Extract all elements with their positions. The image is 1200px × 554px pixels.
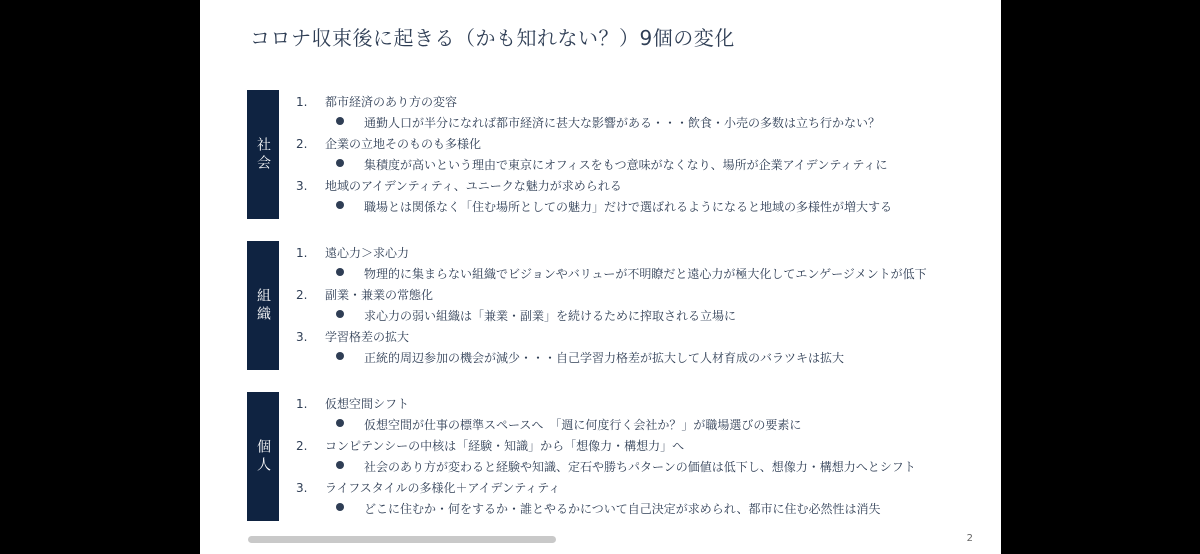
- bullet-icon: [336, 117, 344, 125]
- item-number: 3.: [296, 481, 308, 495]
- bullet-icon: [336, 201, 344, 209]
- list-item: [296, 243, 996, 285]
- item-heading: 副業・兼業の常態化: [325, 288, 434, 302]
- bullet-icon: [336, 159, 344, 167]
- list-item: [296, 327, 996, 369]
- item-heading: 都市経済のあり方の変容: [325, 95, 458, 109]
- item-detail: 通勤人口が半分になれば都市経済に甚大な影響がある・・・飲食・小売の多数は立ち行かない？: [364, 116, 881, 130]
- item-detail: 物理的に集まらない組織でビジョンやバリューが不明瞭だと遠心力が極大化してエンゲージメントが低下: [364, 267, 927, 281]
- horizontal-scrollbar[interactable]: [248, 536, 556, 543]
- item-detail: 求心力の弱い組織は「兼業・副業」を続けるために搾取される立場に: [364, 309, 737, 323]
- item-heading: 地域のアイデンティティ、ユニークな魅力が求められる: [325, 179, 622, 193]
- item-number: 2.: [296, 439, 308, 453]
- item-heading: 遠心力＞求心力: [325, 246, 410, 260]
- section-list-individual: [296, 394, 996, 520]
- item-detail: 集積度が高いという理由で東京にオフィスをもつ意味がなくなり、場所が企業アイデンティティに: [364, 158, 888, 172]
- bullet-icon: [336, 310, 344, 318]
- item-detail: 仮想空間が仕事の標準スペースへ 「週に何度行く会社か？」が職場選びの要素に: [364, 418, 802, 432]
- list-item: [296, 134, 996, 176]
- list-item: [296, 436, 996, 478]
- item-heading: コンピテンシーの中核は「経験・知識」から「想像力・構想力」へ: [325, 439, 685, 453]
- item-number: 2.: [296, 288, 308, 302]
- item-detail: 社会のあり方が変わると経験や知識、定石や勝ちパターンの価値は低下し、想像力・構想力へとシフト: [364, 460, 916, 474]
- slide: [200, 0, 1001, 554]
- list-item: [296, 92, 996, 134]
- bullet-icon: [336, 352, 344, 360]
- section-list-society: [296, 92, 996, 218]
- item-detail: どこに住むか・何をするか・誰とやるかについて自己決定が求められ、都市に住む必然性は消失: [364, 502, 881, 516]
- item-detail: 職場とは関係なく「住む場所としての魅力」だけで選ばれるようになると地域の多様性が増大する: [364, 200, 893, 214]
- section-list-organization: [296, 243, 996, 369]
- item-number: 1.: [296, 95, 308, 109]
- item-number: 2.: [296, 137, 308, 151]
- slide-title: コロナ収束後に起きる（かも知れない？）9個の変化: [250, 26, 735, 50]
- bullet-icon: [336, 503, 344, 511]
- list-item: [296, 285, 996, 327]
- item-heading: 学習格差の拡大: [325, 330, 410, 344]
- item-number: 3.: [296, 179, 308, 193]
- item-number: 3.: [296, 330, 308, 344]
- list-item: [296, 176, 996, 218]
- bullet-icon: [336, 461, 344, 469]
- section-tag-individual: 個人: [247, 392, 279, 521]
- item-heading: 企業の立地そのものも多様化: [325, 137, 482, 151]
- item-number: 1.: [296, 397, 308, 411]
- page-number: 2: [966, 533, 973, 544]
- item-heading: ライフスタイルの多様化＋アイデンティティ: [325, 481, 561, 495]
- bullet-icon: [336, 268, 344, 276]
- bullet-icon: [336, 419, 344, 427]
- section-tag-organization: 組織: [247, 241, 279, 370]
- item-detail: 正統的周辺参加の機会が減少・・・自己学習力格差が拡大して人材育成のバラツキは拡大: [364, 351, 845, 365]
- list-item: [296, 394, 996, 436]
- item-heading: 仮想空間シフト: [325, 397, 410, 411]
- list-item: [296, 478, 996, 520]
- section-tag-society: 社会: [247, 90, 279, 219]
- item-number: 1.: [296, 246, 308, 260]
